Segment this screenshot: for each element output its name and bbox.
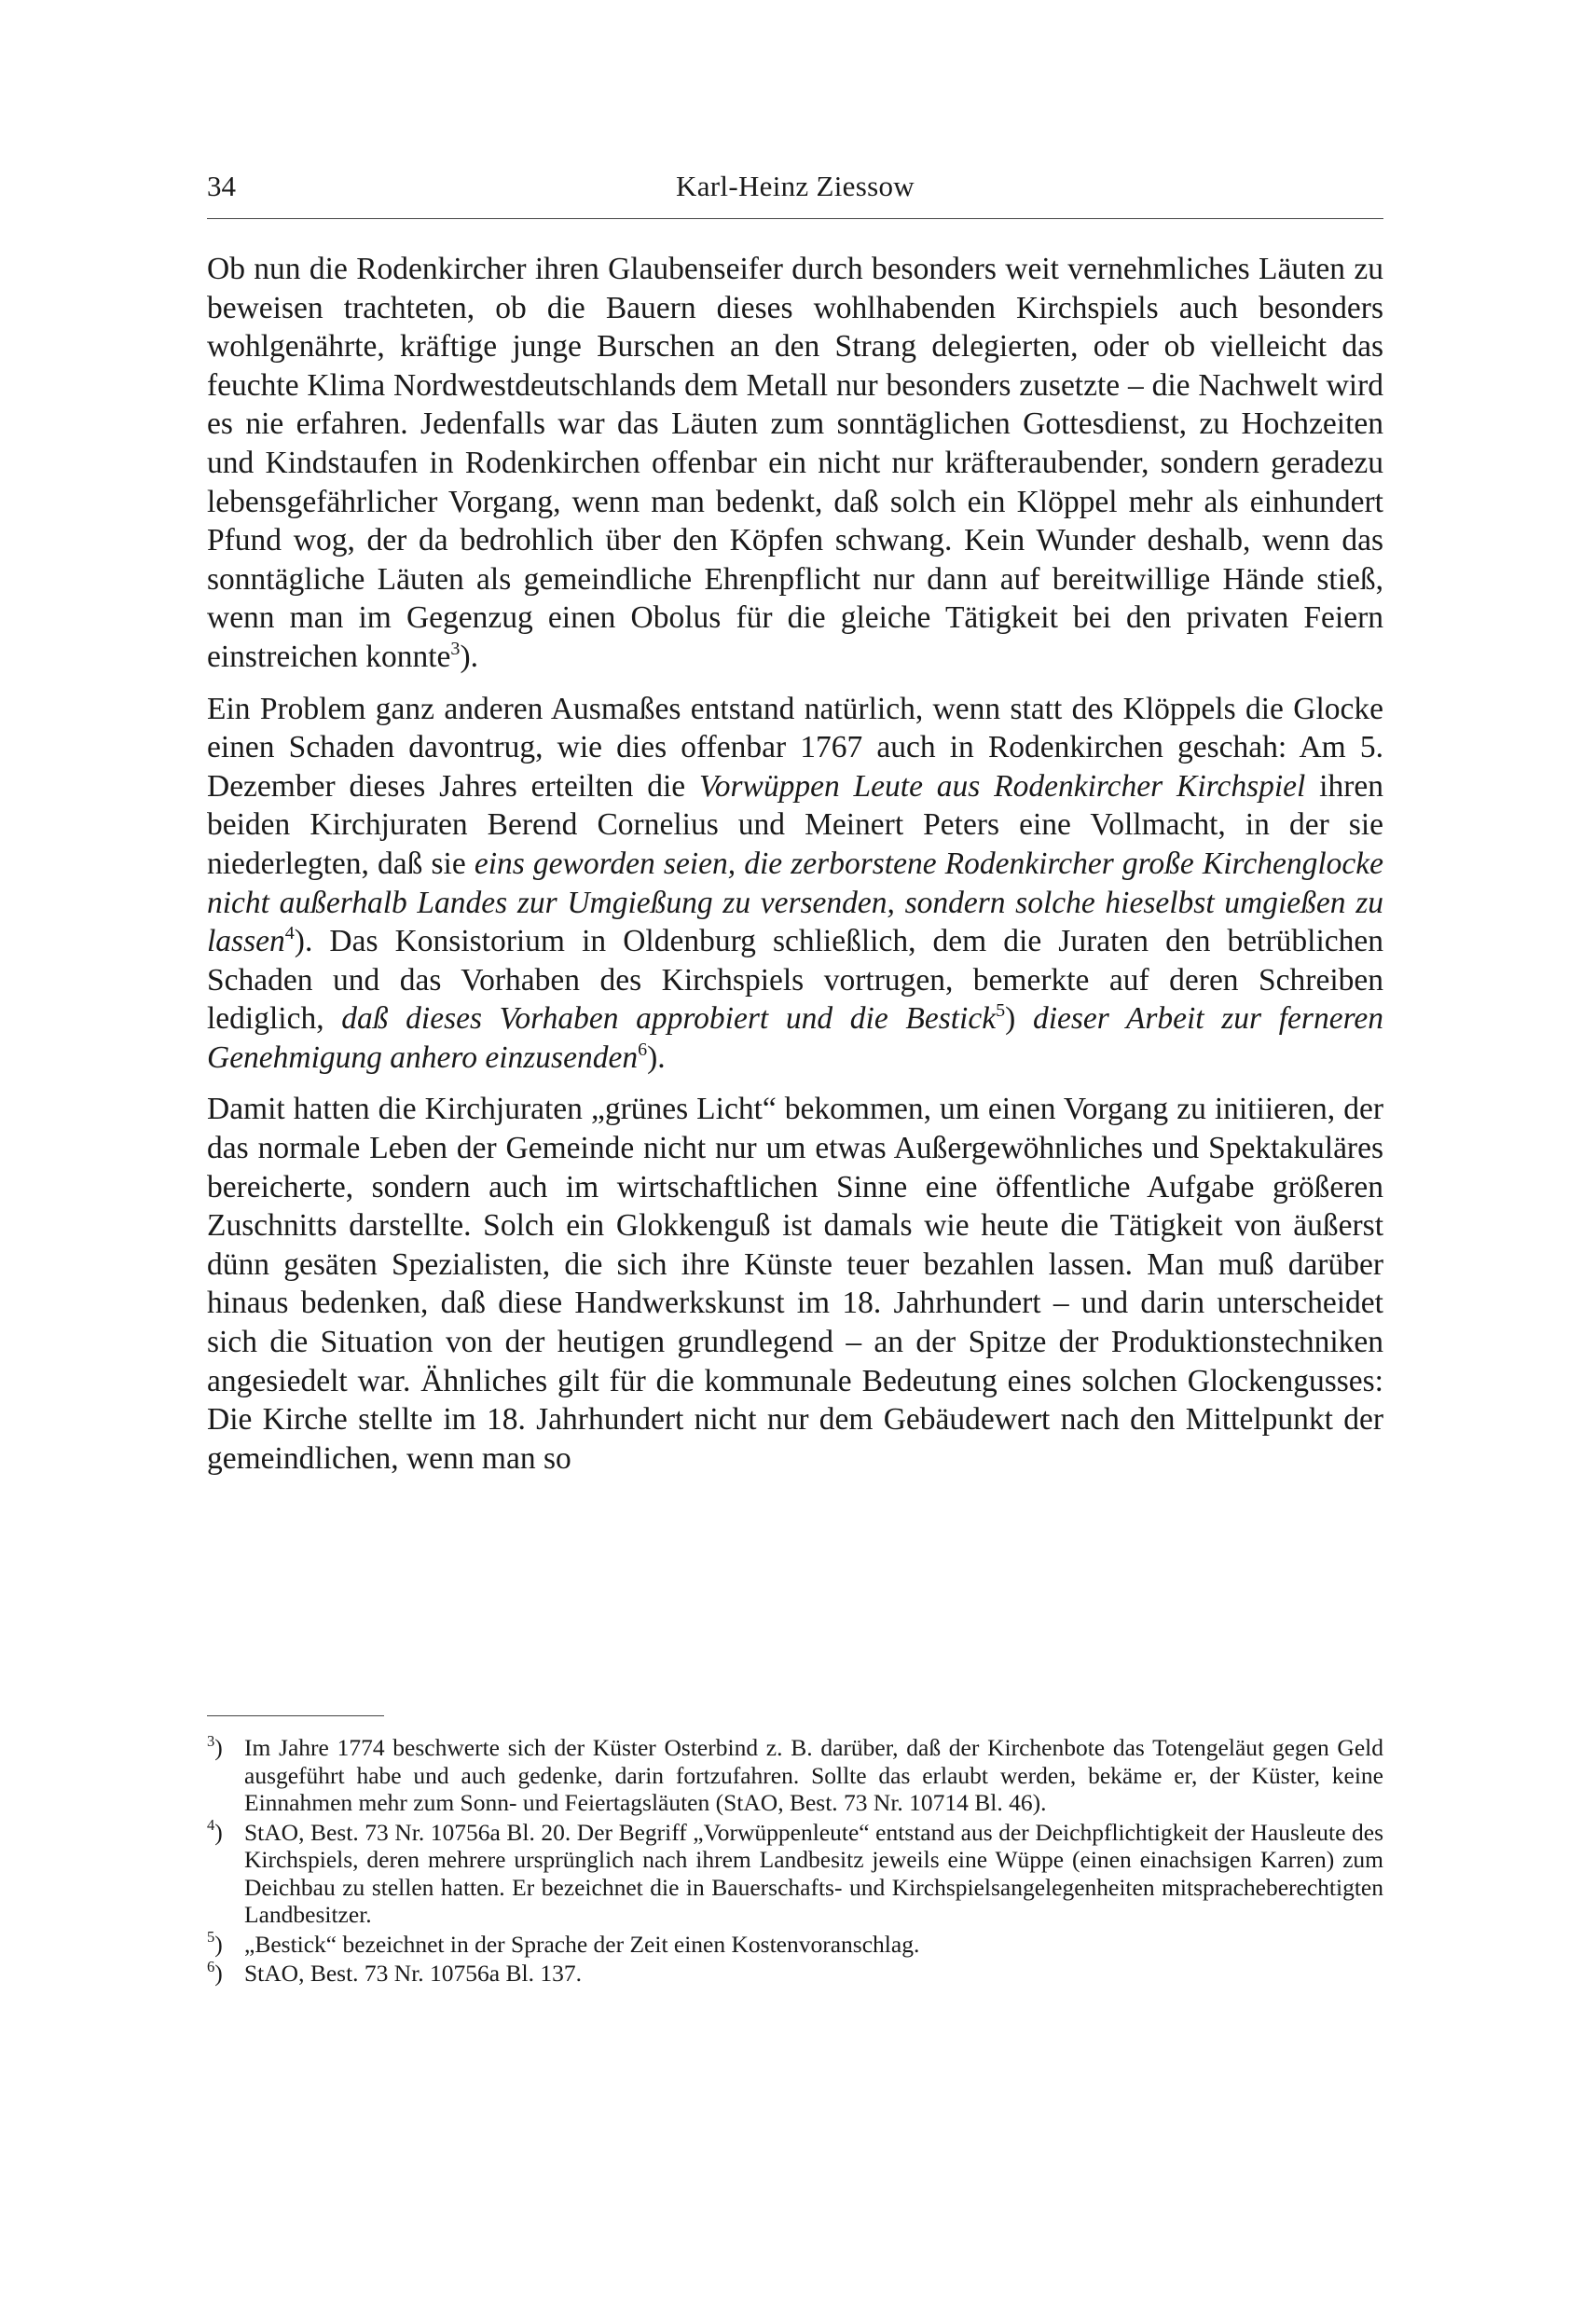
footnote-paren: ) bbox=[214, 1818, 223, 1846]
running-head: Karl-Heinz Ziessow bbox=[676, 170, 915, 202]
footnote-mark bbox=[207, 1928, 244, 1959]
footnote-number: 5 bbox=[207, 1928, 215, 1947]
page-number: 34 bbox=[207, 170, 236, 202]
footnote-ref-5: 5 bbox=[996, 1000, 1006, 1022]
paragraph-2-quote-b: eins geworden seien, die zerborstene Rodenkircher große Kirchenglocke nicht außerhalb Landes zur Umgießung zu versenden, sondern solche hieselbst umgießen zu lassen bbox=[207, 846, 1383, 959]
footnote-ref-6: 6 bbox=[638, 1039, 648, 1060]
footnote-paren: ) bbox=[214, 1734, 223, 1761]
paragraph-2-quote-a: Vorwüppen Leute aus Rodenkircher Kirchspiel bbox=[698, 768, 1306, 804]
paragraph-1-end: ). bbox=[460, 639, 478, 674]
footnote-mark bbox=[207, 1816, 244, 1929]
footnote-3 bbox=[207, 1731, 1383, 1817]
footnote-mark bbox=[207, 1957, 244, 1988]
paragraph-2-quote-d: dieser Arbeit zur ferneren Genehmigung anhero einzusenden bbox=[207, 1001, 1383, 1075]
footnote-mark bbox=[207, 1731, 244, 1817]
body-text bbox=[207, 250, 1383, 1491]
footnote-paren: ) bbox=[214, 1930, 223, 1958]
paragraph-3-text: Damit hatten die Kirchjuraten „grünes Licht“ bekommen, um einen Vorgang zu initiieren, der das normale Leben der Gemeinde nicht nur um etwas Außergewöhnliches und Spektakuläres bereicherte, sondern auch im wirtschaftlichen Sinne eine öffentliche Aufgabe größeren Zuschnitts darstellte. Solch ein Glokkenguß ist damals wie heute die Tätigkeit von äußerst dünn gesäten Spezialisten, die sich ihre Künste teuer bezahlen lassen. Man muß darüber hinaus bedenken, daß diese Handwerkskunst im 18. Jahrhundert – und darin unterscheidet sich die Situation von der heutigen grundlegend – an der Spitze der Produktionstechniken angesiedelt war. Ähnliches gilt für die kommunale Bedeutung eines solchen Glockengusses: Die Kirche stellte im 18. Jahrhundert nicht nur dem Gebäudewert nach den Mittelpunkt der gemeindlichen, wenn man so bbox=[207, 1092, 1383, 1476]
paragraph-2-quote-c: daß dieses Vorhaben approbiert und die Bestick bbox=[341, 1001, 997, 1037]
paragraph-3 bbox=[207, 1090, 1383, 1478]
paragraph-2-text-d: ) bbox=[1005, 1001, 1033, 1037]
footnotes bbox=[207, 1731, 1383, 1989]
paragraph-2-end: ). bbox=[647, 1039, 666, 1075]
footnote-number: 6 bbox=[207, 1957, 215, 1975]
header-rule bbox=[207, 218, 1383, 219]
footnote-text: Im Jahre 1774 beschwerte sich der Küster Osterbind z. B. darüber, daß der Kirchenbote das Totengeläut gegen Geld ausgeführt habe und auch gedenke, darin fortzufahren. Sollte das erlaubt werden, bekäme er, der Küster, keine Einnahmen mehr zum Sonn- und Feiertagsläuten (StAO, Best. 73 Nr. 10714 Bl. 46). bbox=[244, 1734, 1383, 1816]
footnote-ref-4: 4 bbox=[284, 922, 295, 943]
footnote-text: „Bestick“ bezeichnet in der Sprache der Zeit einen Kostenvoranschlag. bbox=[244, 1930, 920, 1958]
page-header bbox=[207, 170, 1383, 216]
paragraph-2-text-c: ). Das Konsistorium in Oldenburg schließlich, dem die Juraten den betrüblichen Schaden und das Vorhaben des Kirchspiels vortrugen, bemerkte auf deren Schreiben lediglich, bbox=[207, 924, 1383, 1037]
paragraph-2 bbox=[207, 690, 1383, 1078]
footnote-number: 4 bbox=[207, 1816, 215, 1835]
footnote-text: StAO, Best. 73 Nr. 10756a Bl. 20. Der Begriff „Vorwüppenleute“ entstand aus der Deichpflichtigkeit der Hausleute des Kirchspiels, deren mehrere ursprünglich nach ihrem Landbesitz jeweils eine Wüppe (einen einachsigen Karren) zum Deichbau zu stellen hatten. Er bezeichnet die in Bauerschafts- und Kirchspielsangelegenheiten mitspracheberechtigten Landbesitzer. bbox=[244, 1818, 1383, 1928]
paragraph-1-text: Ob nun die Rodenkircher ihren Glaubenseifer durch besonders weit vernehmliches Läuten zu beweisen trachteten, ob die Bauern dieses wohlhabenden Kirchspiels auch besonders wohlgenährte, kräftige junge Burschen an den Strang delegierten, oder ob vielleicht das feuchte Klima Nordwestdeutschlands dem Metall nur besonders zusetzte – die Nachwelt wird es nie erfahren. Jedenfalls war das Läuten zum sonntäglichen Gottesdienst, zu Hochzeiten und Kindstaufen in Rodenkirchen offenbar ein nicht nur kräfteraubender, sondern geradezu lebensgefährlicher Vorgang, wenn man bedenkt, daß solch ein Klöppel mehr als einhundert Pfund wog, der da bedrohlich über den Köpfen schwang. Kein Wunder deshalb, wenn das sonntägliche Läuten als gemeindliche Ehrenpflicht nur dann auf bereitwillige Hände stieß, wenn man im Gegenzug einen Obolus für die gleiche Tätigkeit bei den privaten Feiern einstreichen konnte bbox=[207, 252, 1383, 674]
footnote-5 bbox=[207, 1928, 1383, 1959]
footnote-rule bbox=[207, 1715, 384, 1716]
footnote-number: 3 bbox=[207, 1731, 215, 1750]
footnote-text: StAO, Best. 73 Nr. 10756a Bl. 137. bbox=[244, 1960, 582, 1987]
footnote-4 bbox=[207, 1816, 1383, 1929]
paragraph-2-text-b: ihren beiden Kirchjuraten Berend Cornelius und Meinert Peters eine Vollmacht, in der sie niederlegten, daß sie bbox=[207, 768, 1384, 881]
paragraph-1 bbox=[207, 250, 1383, 677]
footnote-paren: ) bbox=[214, 1960, 223, 1987]
footnote-6 bbox=[207, 1957, 1383, 1988]
footnote-ref-3: 3 bbox=[450, 638, 461, 659]
paragraph-2-text-a: Ein Problem ganz anderen Ausmaßes entstand natürlich, wenn statt des Klöppels die Glocke einen Schaden davontrug, wie dies offenbar 1767 auch in Rodenkirchen geschah: Am 5. Dezember dieses Jahres erteilten die bbox=[207, 691, 1383, 804]
